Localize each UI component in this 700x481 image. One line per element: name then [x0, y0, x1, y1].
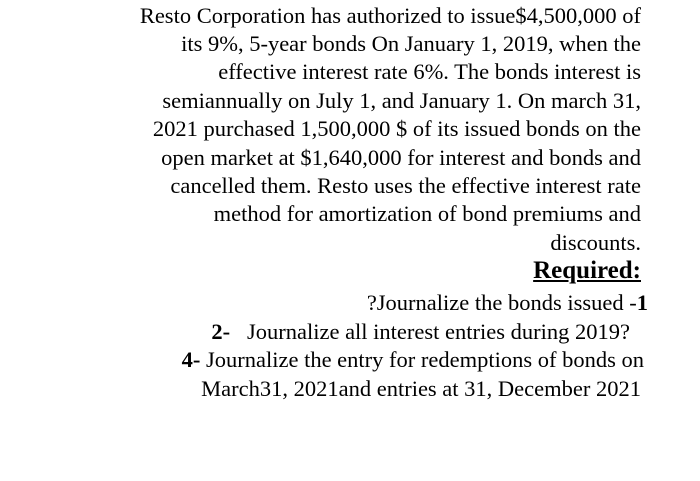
required-item-2: [211, 318, 630, 346]
required-heading: Required:: [533, 257, 641, 284]
required-item-4-text: Journalize the entry for redemptions of bonds on: [200, 347, 644, 372]
required-item-4-continuation: March31, 2021and entries at 31, December 2021: [201, 376, 641, 401]
problem-line-6: open market at $1,640,000 for interest and bonds and: [161, 145, 641, 170]
problem-line-3: effective interest rate 6%. The bonds interest is: [218, 59, 641, 84]
required-item-4-number: 4-: [181, 347, 201, 372]
problem-line-8: method for amortization of bond premiums and: [213, 201, 641, 226]
problem-line-4: semiannually on July 1, and January 1. On march 31,: [162, 88, 641, 113]
required-item-1-text: ?Journalize the bonds issued -: [366, 290, 637, 315]
required-item-4: [182, 346, 644, 374]
required-item-2-text: Journalize all interest entries during 2019?: [230, 319, 630, 344]
required-item-1: [367, 289, 648, 317]
required-item-1-number: 1: [636, 290, 648, 315]
problem-line-1: Resto Corporation has authorized to issue$4,500,000 of: [139, 3, 641, 28]
problem-line-2: its 9%, 5-year bonds On January 1, 2019, when the: [181, 31, 641, 56]
problem-line-7: cancelled them. Resto uses the effective interest rate: [170, 173, 641, 198]
problem-line-5: 2021 purchased 1,500,000 $ of its issued bonds on the: [152, 116, 641, 141]
problem-line-9: discounts.: [550, 230, 641, 255]
required-item-2-number: 2-: [211, 319, 231, 344]
